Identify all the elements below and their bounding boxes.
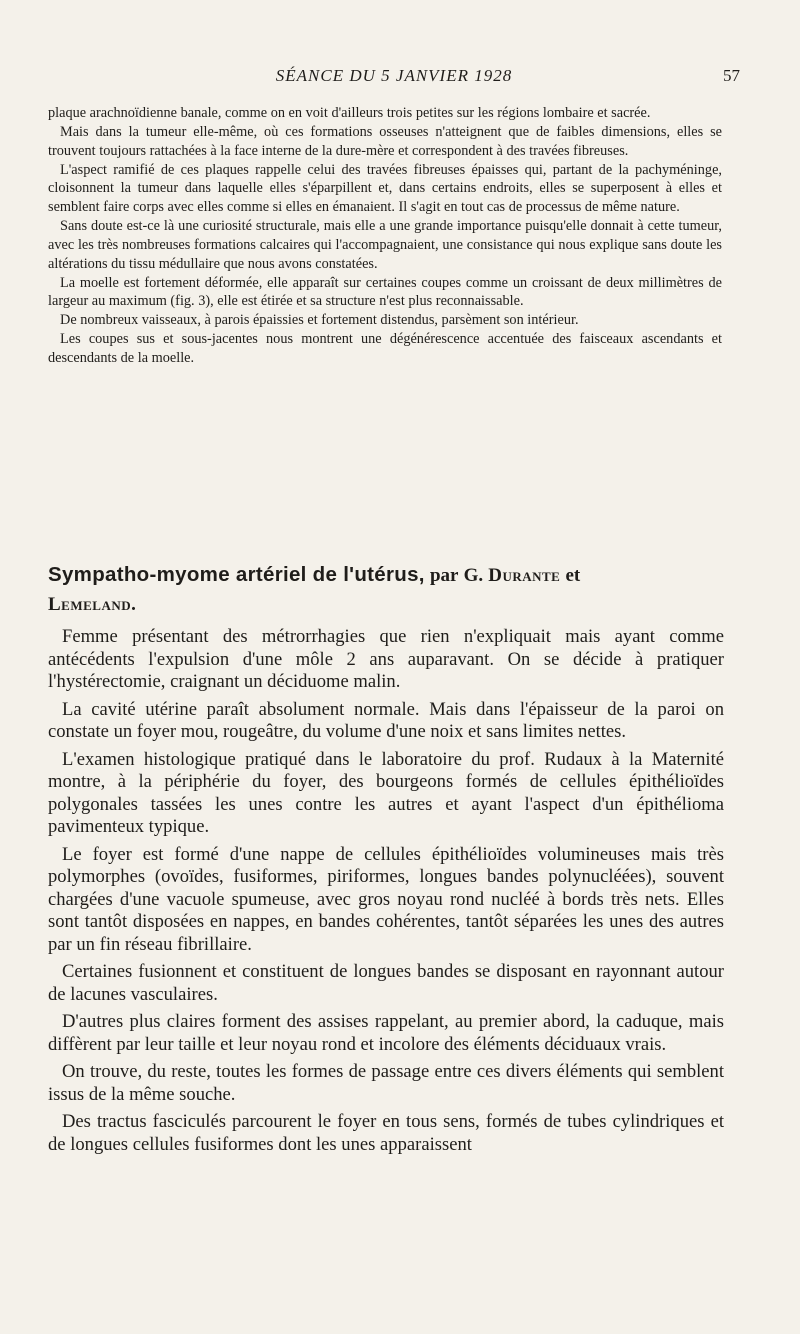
author-name: Lemeland	[48, 594, 132, 615]
article-body	[48, 626, 724, 1161]
paragraph: plaque arachnoïdienne banale, comme on en voit d'ailleurs trois petites sur les régions lombaire et sacrée.	[48, 105, 651, 121]
title-end: .	[131, 594, 136, 615]
author-conjunction: et	[565, 565, 581, 586]
paragraph: Le foyer est formé d'une nappe de cellules épithélioïdes volumineuses mais très polymorphes (ovoïdes, fusiformes, piriformes, longues bandes polynucléées), souvent chargées d'une vacuole spumeuse, avec gros noyau rond nucléé à bords très nets. Elles sont tantôt disposées en nappes, en bandes cohérentes, tantôt séparées les unes des autres par un fin réseau fibrillaire.	[48, 843, 724, 955]
paragraph: Femme présentant des métrorrhagies que rien n'expliquait mais ayant comme antécédents l'expulsion d'une môle 2 ans auparavant. On se décide à pratiquer l'hystérectomie, craignant un déciduome malin.	[48, 626, 724, 692]
paragraph: Sans doute est-ce là une curiosité structurale, mais elle a une grande importance puisqu'elle donnait à cette tumeur, avec les très nombreuses formations calcaires qui l'accompagnaient, une consistance qui nous explique sans doute les altérations du tissu médullaire que nous avons constatées.	[48, 218, 722, 272]
author-name: Durante	[488, 565, 561, 586]
article-by: par	[429, 565, 459, 586]
running-title: SÉANCE DU 5 JANVIER 1928	[275, 66, 513, 85]
paragraph: La moelle est fortement déformée, elle apparaît sur certaines coupes comme un croissant de deux millimètres de largeur au maximum (fig. 3), elle est étirée et sa structure n'est plus reconnaissable.	[48, 274, 722, 310]
page-number: 57	[723, 66, 740, 85]
article-title-text: Sympatho-myome artériel de l'utérus,	[48, 563, 425, 586]
paragraph: L'examen histologique pratiqué dans le laboratoire du prof. Rudaux à la Maternité montre, à la périphérie du foyer, des bourgeons formés de cellules épithélioïdes polygonales tassées les unes contre les autres et ayant l'aspect d'un épithélioma pavimenteux typique.	[48, 748, 724, 837]
paragraph: Mais dans la tumeur elle-même, où ces formations osseuses n'atteignent que de faibles dimensions, elles se trouvent toujours rattachées à la face interne de la dure-mère et correspondent à des travées fibreuses.	[48, 123, 722, 159]
paragraph: Les coupes sus et sous-jacentes nous montrent une dégénérescence accentuée des faisceaux ascendants et descendants de la moelle.	[48, 331, 722, 366]
paragraph: Des tractus fasciculés parcourent le foyer en tous sens, formés de tubes cylindriques et de longues cellules fusiformes dont les unes apparaissent	[48, 1111, 724, 1155]
running-header	[48, 66, 740, 90]
article-title	[48, 560, 728, 619]
paragraph: La cavité utérine paraît absolument normale. Mais dans l'épaisseur de la paroi on constate un foyer mou, rougeâtre, du volume d'une noix et sans limites nettes.	[48, 698, 724, 742]
paragraph: L'aspect ramifié de ces plaques rappelle celui des travées fibreuses épaisses qui, partant de la pachyméninge, cloisonnent la tumeur dans laquelle elles s'éparpillent et, dans certains endroits, elles se superposent à elles et semblent faire corps avec elles comme si elles en émanaient. Il s'agit en tout cas de processus de même nature.	[48, 161, 722, 216]
previous-article-continuation	[48, 104, 722, 368]
paragraph: D'autres plus claires forment des assises rappelant, au premier abord, la caduque, mais diffèrent par leur taille et leur noyau rond et incolore des éléments déciduaux vrais.	[48, 1011, 724, 1055]
paragraph: De nombreux vaisseaux, à parois épaissies et fortement distendus, parsèment son intérieur.	[60, 312, 579, 329]
author-initial: G.	[463, 565, 484, 586]
paragraph: On trouve, du reste, toutes les formes de passage entre ces divers éléments qui semblent issus de la même souche.	[48, 1061, 724, 1105]
paragraph: Certaines fusionnent et constituent de longues bandes se disposant en rayonnant autour de lacunes vasculaires.	[48, 961, 724, 1005]
